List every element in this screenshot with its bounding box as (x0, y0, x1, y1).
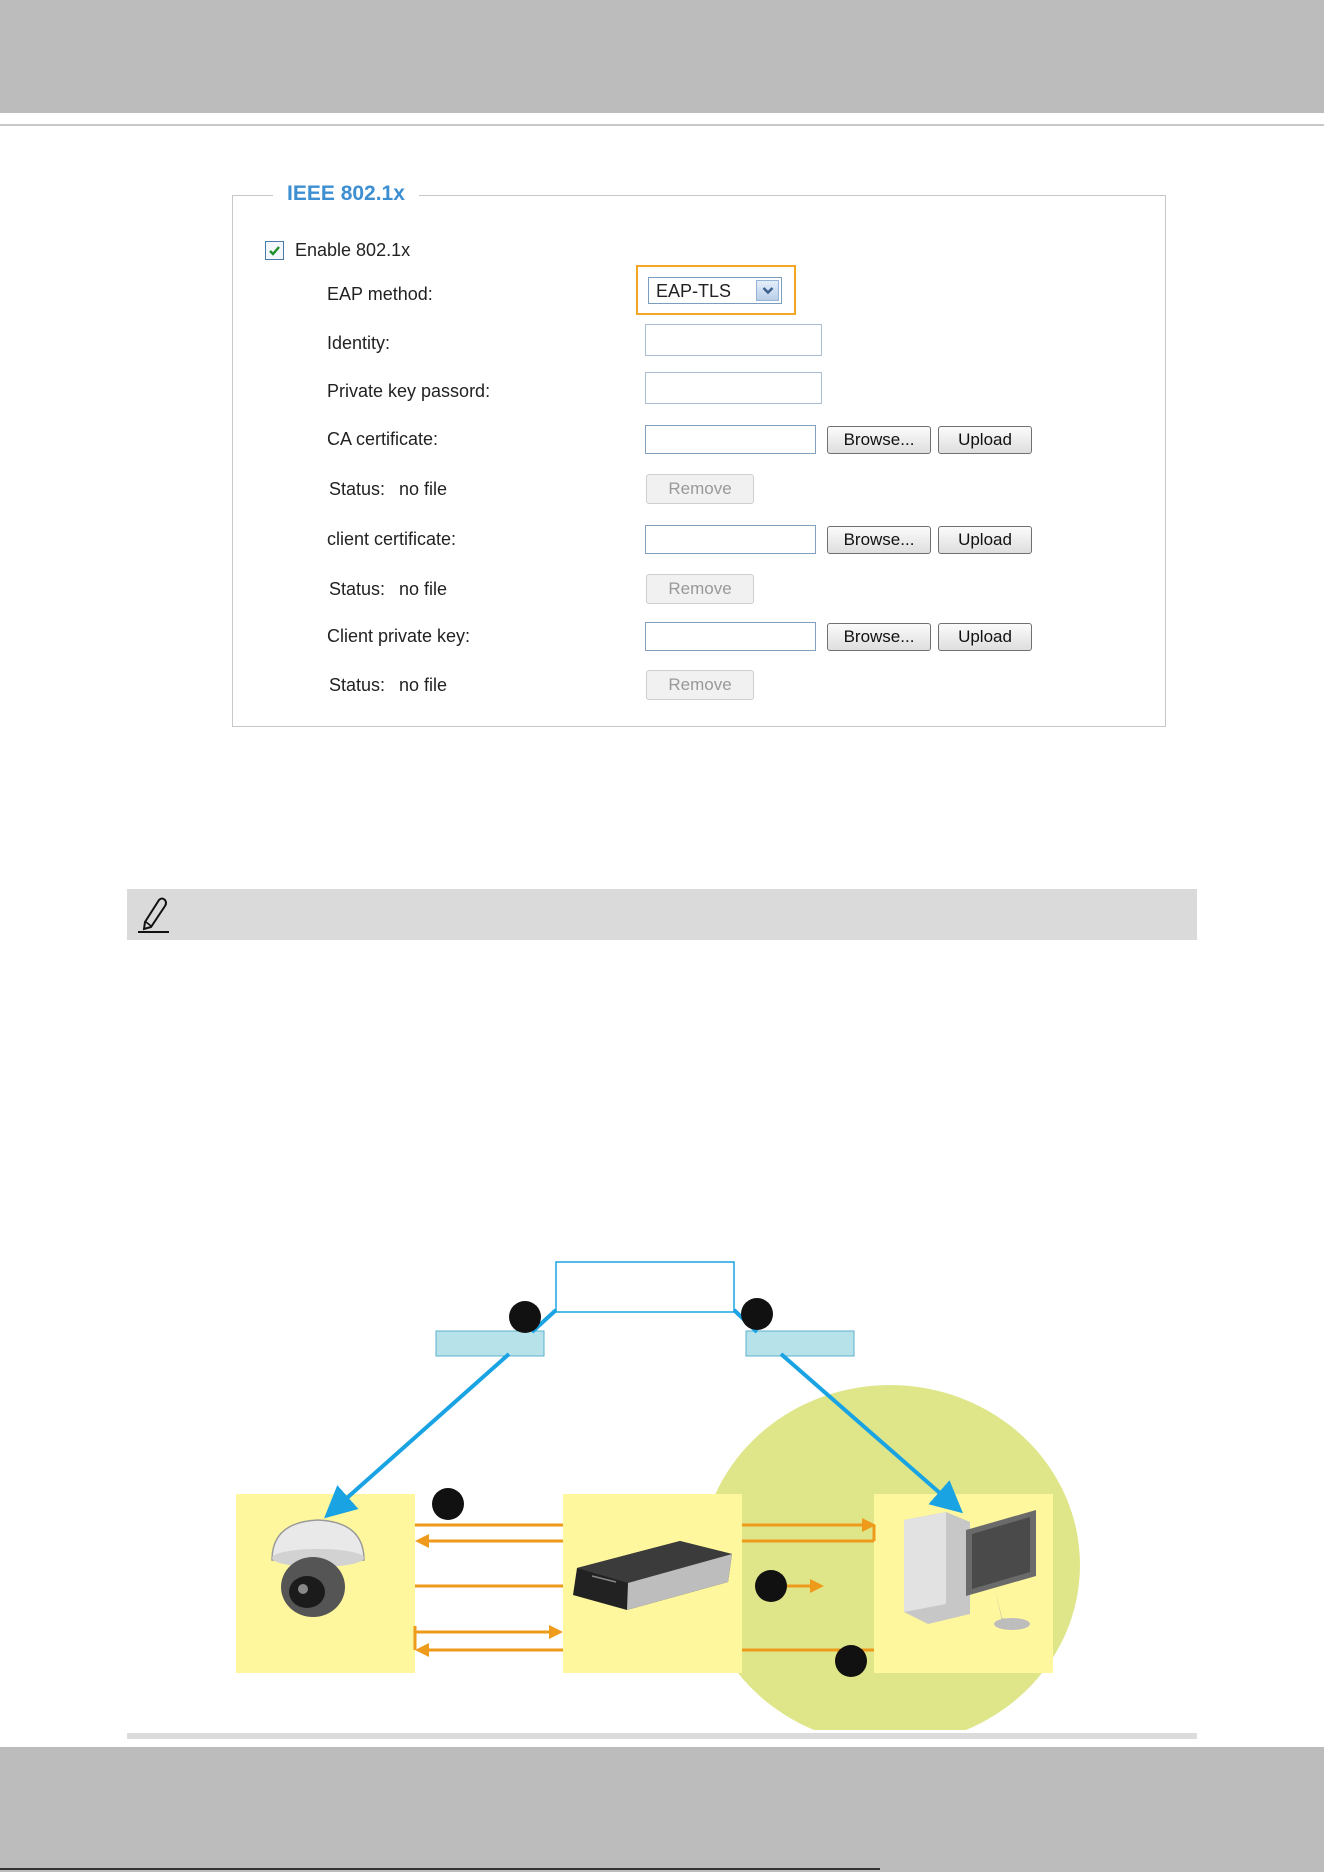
client-certificate-file-input[interactable] (645, 525, 816, 554)
status-label: Status: (329, 579, 386, 599)
private-key-password-label: Private key passord: (327, 381, 491, 401)
note-bar (127, 889, 1197, 940)
authentication-diagram (0, 1240, 1324, 1730)
step-marker (509, 1301, 541, 1333)
enable-8021x-checkbox[interactable] (265, 241, 284, 260)
identity-label: Identity: (327, 333, 391, 353)
client-private-key-remove-button[interactable]: Remove (646, 670, 754, 700)
left-label-box (436, 1331, 544, 1356)
status-label: Status: (329, 675, 386, 695)
ca-certificate-remove-button[interactable]: Remove (646, 474, 754, 504)
client-certificate-status (329, 579, 447, 600)
chevron-down-icon[interactable] (756, 280, 779, 301)
status-value: no file (399, 479, 448, 499)
eap-method-select[interactable] (648, 277, 782, 304)
identity-input[interactable] (645, 324, 822, 356)
ca-certificate-status (329, 479, 447, 500)
panel-legend: IEEE 802.1x (273, 182, 419, 206)
right-label-box (746, 1331, 854, 1356)
client-certificate-browse-button[interactable]: Browse... (827, 526, 931, 554)
eap-method-value: EAP-TLS (656, 281, 732, 301)
ca-certificate-browse-button[interactable]: Browse... (827, 426, 931, 454)
eap-method-label: EAP method: (327, 284, 433, 304)
client-private-key-upload-button[interactable]: Upload (938, 623, 1032, 651)
client-private-key-status (329, 675, 447, 696)
client-private-key-file-input[interactable] (645, 622, 816, 651)
enable-8021x-label: Enable 802.1x (295, 240, 411, 260)
status-value: no file (399, 675, 448, 695)
footer-band (0, 1747, 1324, 1872)
header-rule (0, 124, 1324, 126)
ieee8021x-panel (232, 182, 1166, 727)
header-band (0, 0, 1324, 113)
client-private-key-label: Client private key: (327, 626, 471, 646)
client-certificate-label: client certificate: (327, 529, 457, 549)
status-value: no file (399, 579, 448, 599)
step-marker (755, 1570, 787, 1602)
eap-method-highlight (636, 265, 796, 315)
pencil-icon (135, 894, 171, 934)
step-marker (432, 1488, 464, 1520)
private-key-password-input[interactable] (645, 372, 822, 404)
client-certificate-remove-button[interactable]: Remove (646, 574, 754, 604)
step-marker (835, 1645, 867, 1677)
ca-certificate-file-input[interactable] (645, 425, 816, 454)
check-icon (268, 244, 281, 257)
client-certificate-upload-button[interactable]: Upload (938, 526, 1032, 554)
status-label: Status: (329, 479, 386, 499)
ca-certificate-label: CA certificate: (327, 429, 439, 449)
ca-certificate-upload-button[interactable]: Upload (938, 426, 1032, 454)
footer-rule (127, 1733, 1197, 1739)
step-marker (741, 1298, 773, 1330)
client-private-key-browse-button[interactable]: Browse... (827, 623, 931, 651)
footer-line (0, 1868, 880, 1870)
enable-8021x-row (265, 240, 410, 261)
top-box (556, 1262, 734, 1312)
